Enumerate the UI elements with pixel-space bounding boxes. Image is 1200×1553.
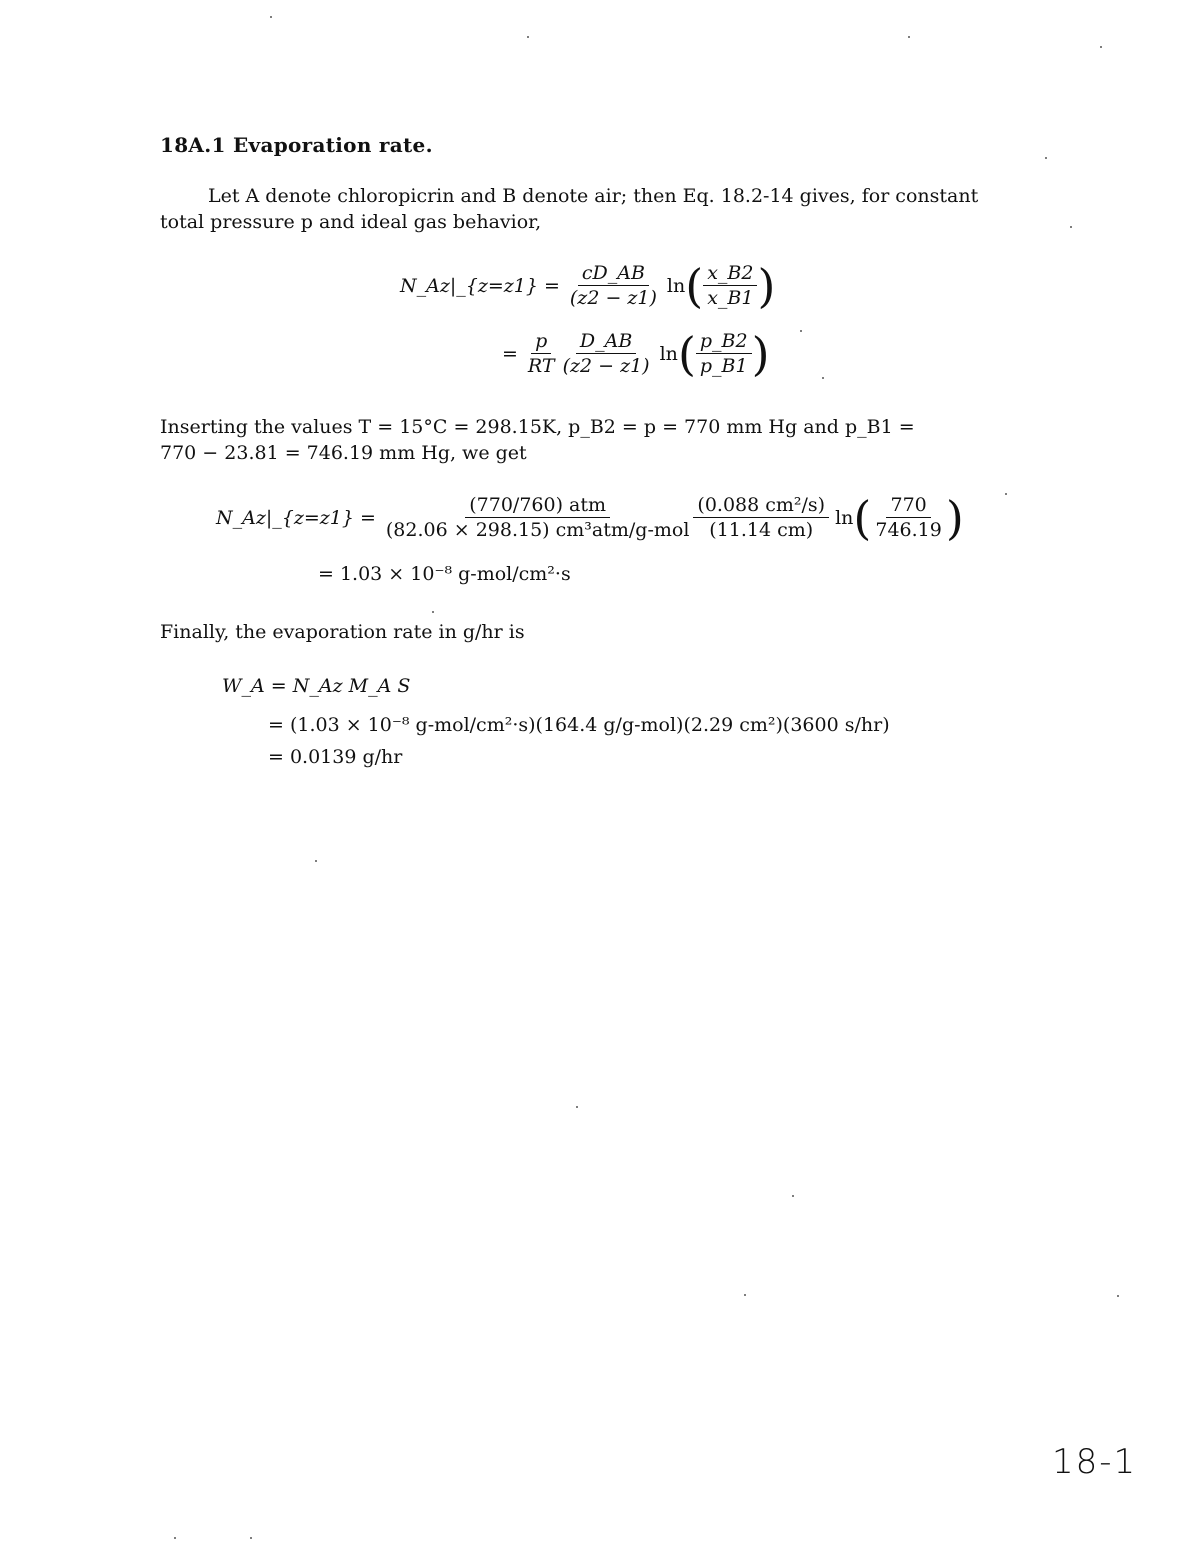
equation-1-line-1: N_Az|_{z=z1} = $\frac{cD\_AB}{(z2 - z1)}$ ln ( $\frac{x\_B2}{x\_B1}$ ) xyxy=(400,258,776,313)
scan-speck xyxy=(744,1294,746,1296)
equation-1-line-2: = $\frac{p}{RT}$ $\frac{D\_AB}{(z2 - z1)}$ ln ( $\frac{p\_B2}{p\_B1}$ ) xyxy=(502,326,770,381)
eq1-log-frac-1 xyxy=(703,262,757,309)
middle-line-1 xyxy=(160,414,915,440)
eq2-log-frac xyxy=(871,494,945,541)
scan-speck xyxy=(822,377,824,379)
eq1-frac1-num: cD_AB xyxy=(578,262,649,286)
eq3-rhs: = N_Az M_A S xyxy=(270,675,411,697)
scan-speck xyxy=(1005,493,1007,495)
eq2-frac2-num: (0.088 cm²/s) xyxy=(693,494,829,518)
final-text: Finally, the evaporation rate in g/hr is xyxy=(160,621,525,643)
eq1-lhs: N_Az|_{z=z1} xyxy=(400,274,538,297)
eq2-frac1-num: (770/760) atm xyxy=(465,494,610,518)
scan-speck xyxy=(1070,226,1072,228)
scan-speck xyxy=(792,1195,794,1197)
eq2-log-den: 746.19 xyxy=(875,519,942,541)
middle-line-2 xyxy=(160,440,527,466)
section-title: Evaporation rate. xyxy=(233,133,433,157)
scan-speck xyxy=(1045,157,1047,159)
scan-speck xyxy=(800,330,802,332)
eq1-frac1-den: (z2 − z1) xyxy=(569,287,657,309)
eq2-log-num: 770 xyxy=(886,494,930,518)
scan-speck xyxy=(432,611,434,613)
eq1-frac2a-den: RT xyxy=(527,355,555,377)
scan-speck xyxy=(315,860,317,862)
section-number: 18A.1 xyxy=(160,133,226,157)
eq1-frac2b-num: D_AB xyxy=(576,330,636,354)
eq2-fraction-2 xyxy=(693,494,829,541)
eq1-log1-num: x_B2 xyxy=(703,262,757,286)
intro-line-1-text: Let A denote chloropicrin and B denote air; then Eq. 18.2-14 gives, for constant xyxy=(208,185,979,207)
scan-speck xyxy=(270,16,272,18)
final-text-line xyxy=(160,619,525,645)
eq1-log-frac-2 xyxy=(696,330,752,377)
eq2-fraction-1 xyxy=(382,494,694,541)
eq1-log2-den: p_B1 xyxy=(699,355,748,377)
eq3-line-3-text: = 0.0139 g/hr xyxy=(268,746,403,768)
scan-speck xyxy=(250,1537,252,1539)
equation-3-line-3 xyxy=(268,746,402,768)
middle-line-2-text: 770 − 23.81 = 746.19 mm Hg, we get xyxy=(160,442,527,464)
scan-speck xyxy=(908,36,910,38)
eq1-fraction-2a xyxy=(524,330,559,377)
eq3-line-2-text: = (1.03 × 10⁻⁸ g-mol/cm²·s)(164.4 g/g-mol)(2.29 cm²)(3600 s/hr) xyxy=(268,714,890,736)
eq1-log2-num: p_B2 xyxy=(696,330,752,354)
equation-2-line-1: N_Az|_{z=z1} = $\frac{\text{(770/760) atm}}{\text{(82.06 × 298.15) cm³atm/g-mol}}$ $\frac{\text{(0.088 cm²/s)}}{(11.14 cm)}$ ln ( $\frac{770}{746.19}$ ) xyxy=(216,490,964,545)
eq2-frac2-den: (11.14 cm) xyxy=(709,519,814,541)
equation-3-line-2 xyxy=(268,714,890,736)
intro-line-2-text: total pressure p and ideal gas behavior, xyxy=(160,211,542,233)
scan-speck xyxy=(576,1106,578,1108)
eq2-ln: ln xyxy=(835,506,854,529)
scan-speck xyxy=(527,36,529,38)
intro-line-1 xyxy=(208,183,978,209)
eq2-result-text: = 1.03 × 10⁻⁸ g-mol/cm²·s xyxy=(318,563,571,585)
scan-speck xyxy=(174,1537,176,1539)
eq1-ln-1: ln xyxy=(666,274,686,297)
middle-line-1-text: Inserting the values T = 15°C = 298.15K, p_B2 = p = 770 mm Hg and p_B1 = xyxy=(160,416,915,438)
equation-3-line-1 xyxy=(222,675,410,697)
scan-speck xyxy=(1100,46,1102,48)
eq1-fraction-1 xyxy=(566,262,661,309)
section-heading xyxy=(160,133,433,157)
page-number: 18-1 xyxy=(1052,1442,1138,1482)
scan-speck xyxy=(1117,1295,1119,1297)
eq3-lhs: W_A xyxy=(222,675,265,697)
eq1-frac2b-den: (z2 − z1) xyxy=(562,355,650,377)
eq2-lhs: N_Az|_{z=z1} xyxy=(216,506,354,529)
eq1-fraction-2b xyxy=(559,330,654,377)
equation-2-result xyxy=(318,563,571,585)
eq1-ln-2: ln xyxy=(659,342,678,365)
eq2-frac1-den: (82.06 × 298.15) cm³atm/g-mol xyxy=(385,519,690,541)
eq1-log1-den: x_B1 xyxy=(707,287,754,309)
eq1-frac2a-num: p xyxy=(531,330,551,354)
intro-line-2 xyxy=(160,209,541,235)
